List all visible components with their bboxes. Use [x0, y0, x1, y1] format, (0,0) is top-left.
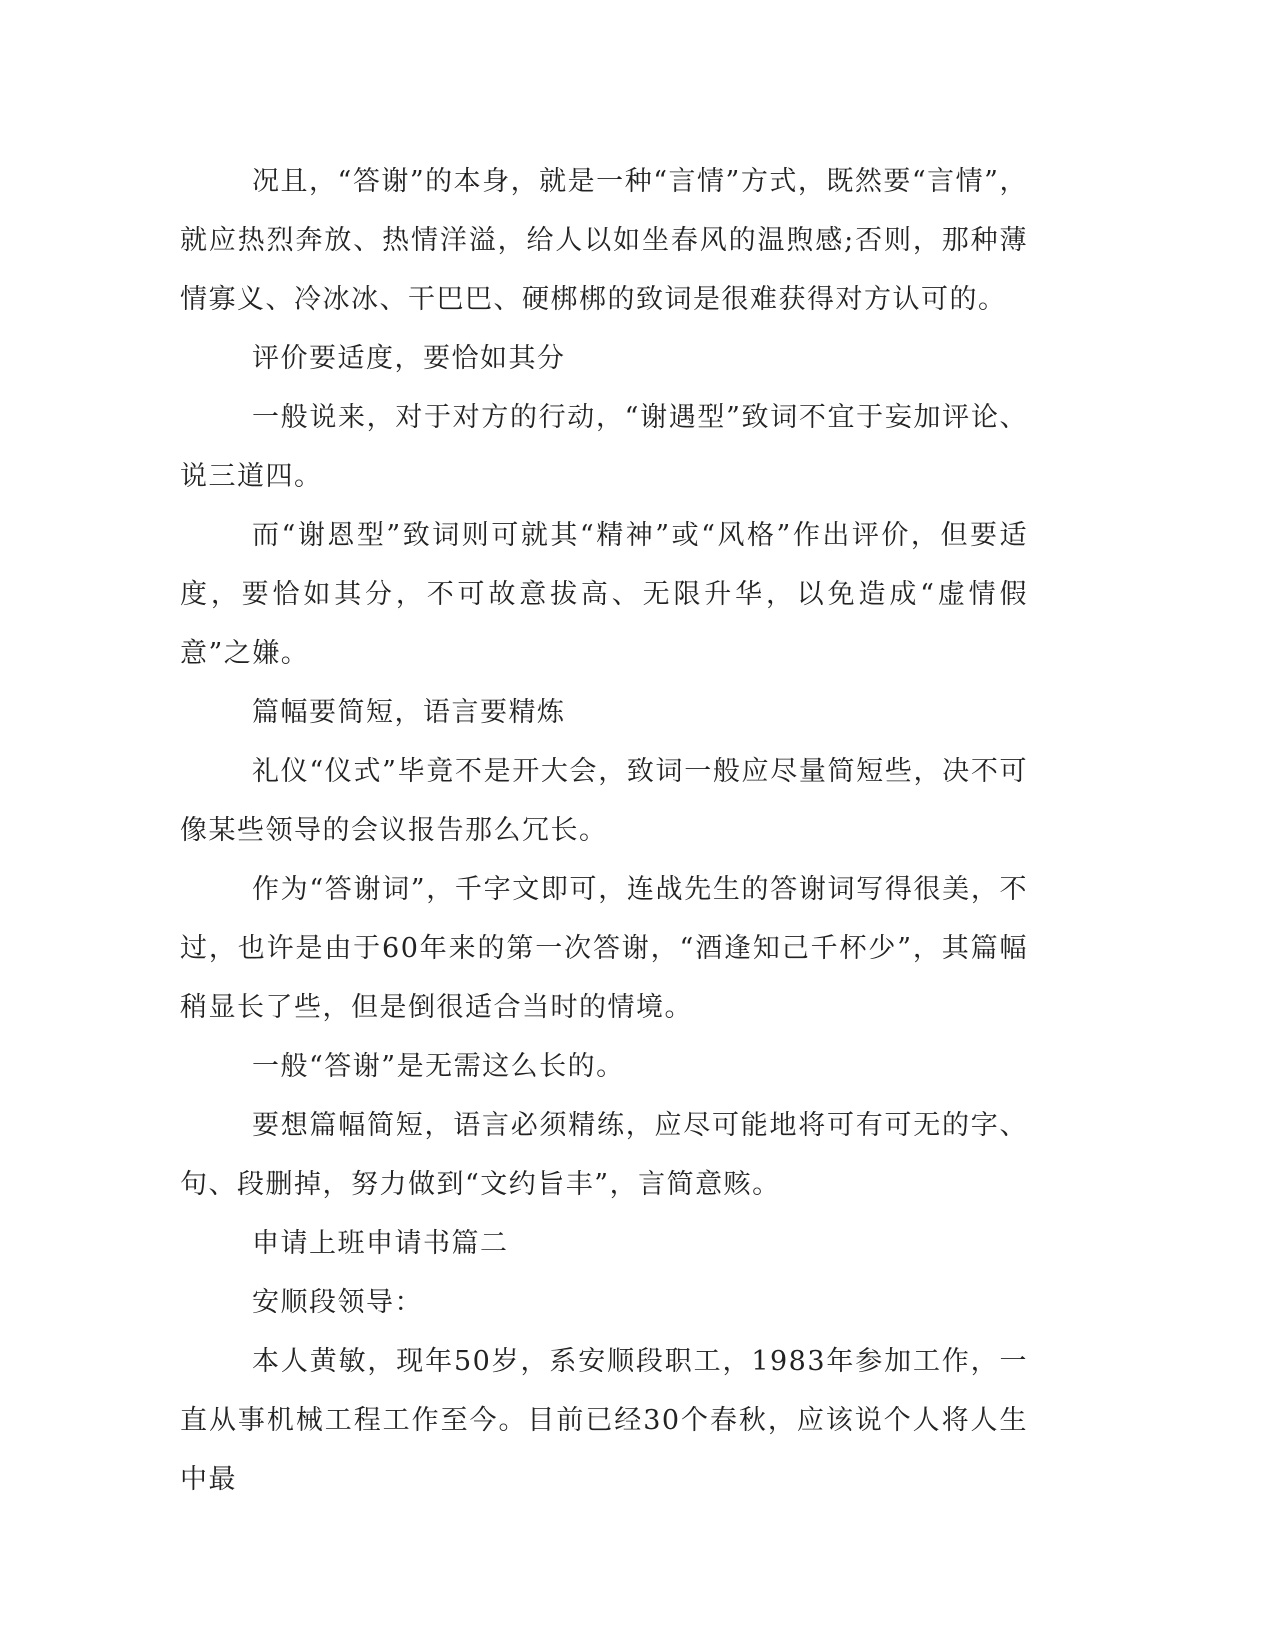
paragraph: 礼仪“仪式”毕竟不是开大会，致词一般应尽量简短些，决不可像某些领导的会议报告那么冗长。	[180, 756, 1028, 846]
section-heading: 申请上班申请书篇二	[252, 1228, 509, 1259]
paragraph: 本人黄敏，现年50岁，系安顺段职工，1983年参加工作，一直从事机械工程工作至今。目前已经30个春秋，应该说个人将人生中最	[180, 1346, 1028, 1495]
paragraph: 一般说来，对于对方的行动，“谢遇型”致词不宜于妄加评论、说三道四。	[180, 402, 1028, 492]
section-heading: 篇幅要简短，语言要精炼	[252, 697, 566, 728]
paragraph: 而“谢恩型”致词则可就其“精神”或“风格”作出评价，但要适度，要恰如其分，不可故意拔高、无限升华，以免造成“虚情假意”之嫌。	[180, 520, 1028, 669]
paragraph: 况且，“答谢”的本身，就是一种“言情”方式，既然要“言情”，就应热烈奔放、热情洋溢，给人以如坐春风的温煦感;否则，那种薄情寡义、冷冰冰、干巴巴、硬梆梆的致词是很难获得对方认可的。	[180, 166, 1028, 315]
document-body	[180, 152, 1028, 1509]
paragraph: 一般“答谢”是无需这么长的。	[252, 1051, 625, 1082]
paragraph: 要想篇幅简短，语言必须精练，应尽可能地将可有可无的字、句、段删掉，努力做到“文约旨丰”，言简意赅。	[180, 1110, 1028, 1200]
paragraph: 作为“答谢词”，千字文即可，连战先生的答谢词写得很美，不过，也许是由于60年来的第一次答谢，“酒逢知己千杯少”，其篇幅稍显长了些，但是倒很适合当时的情境。	[180, 874, 1028, 1023]
salutation: 安顺段领导：	[252, 1287, 423, 1318]
section-heading: 评价要适度，要恰如其分	[252, 343, 566, 374]
